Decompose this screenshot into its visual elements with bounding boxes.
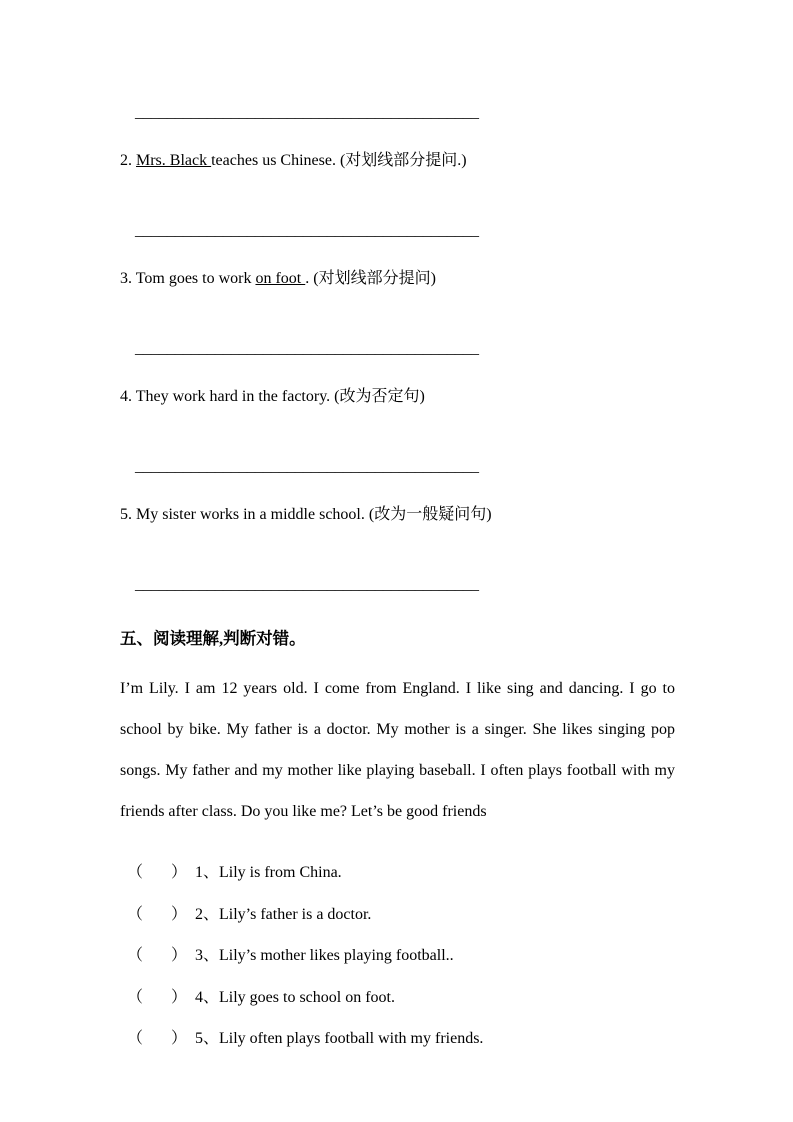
- question-2-prefix: 2.: [120, 152, 136, 169]
- question-3: [120, 268, 675, 290]
- tf-item-1: [127, 852, 675, 894]
- answer-bracket: （ ）: [127, 1030, 194, 1047]
- tf-item-3: [127, 935, 675, 977]
- tf-item-text: 2、Lily’s father is a doctor.: [195, 905, 372, 923]
- question-3-prefix: 3. Tom goes to work: [120, 270, 256, 287]
- answer-bracket: （ ）: [127, 864, 194, 881]
- tf-item-text: 5、Lily often plays football with my friends.: [195, 1030, 484, 1047]
- answer-bracket: （ ）: [127, 988, 194, 1006]
- answer-line-5: ___________________________________________: [135, 576, 479, 593]
- tf-item-text: 1、Lily is from China.: [195, 864, 342, 881]
- reading-passage: [120, 668, 675, 832]
- tf-item-2: [127, 894, 675, 936]
- question-5: [120, 504, 675, 526]
- true-false-list: [120, 852, 675, 1060]
- passage-line: I’m Lily. I am 12 years old. I come from England. I like sing and dancing. I go to: [120, 680, 675, 697]
- answer-line-1: ___________________________________________: [135, 104, 479, 121]
- question-3-underlined-part: on foot: [255, 270, 306, 287]
- question-2-underlined-part: Mrs. Black: [136, 152, 212, 169]
- question-3-suffix: . (对划线部分提问): [305, 270, 436, 287]
- passage-line: songs. My father and my mother like playing baseball. I often plays football with my: [120, 762, 675, 779]
- answer-line-4: ___________________________________________: [135, 458, 479, 475]
- answer-bracket: （ ）: [127, 905, 194, 923]
- tf-item-4: [127, 977, 675, 1019]
- answer-bracket: （ ）: [127, 947, 194, 964]
- question-2: [120, 150, 675, 172]
- tf-item-text: 3、Lily’s mother likes playing football..: [195, 947, 454, 964]
- section-heading: 五、阅读理解,判断对错。: [120, 629, 306, 648]
- question-4-text: 4. They work hard in the factory. (改为否定句): [120, 388, 425, 405]
- answer-line-2: ___________________________________________: [135, 222, 479, 239]
- question-5-text: 5. My sister works in a middle school. (改为一般疑问句): [120, 506, 492, 523]
- tf-item-5: [127, 1018, 675, 1060]
- tf-item-text: 4、Lily goes to school on foot.: [195, 988, 396, 1006]
- passage-line: school by bike. My father is a doctor. My mother is a singer. She likes singing pop: [120, 721, 675, 738]
- passage-line: friends after class. Do you like me? Let’s be good friends: [120, 803, 487, 820]
- question-2-suffix: teaches us Chinese. (对划线部分提问.): [211, 152, 467, 169]
- question-4: [120, 386, 675, 408]
- answer-line-3: ___________________________________________: [135, 340, 479, 357]
